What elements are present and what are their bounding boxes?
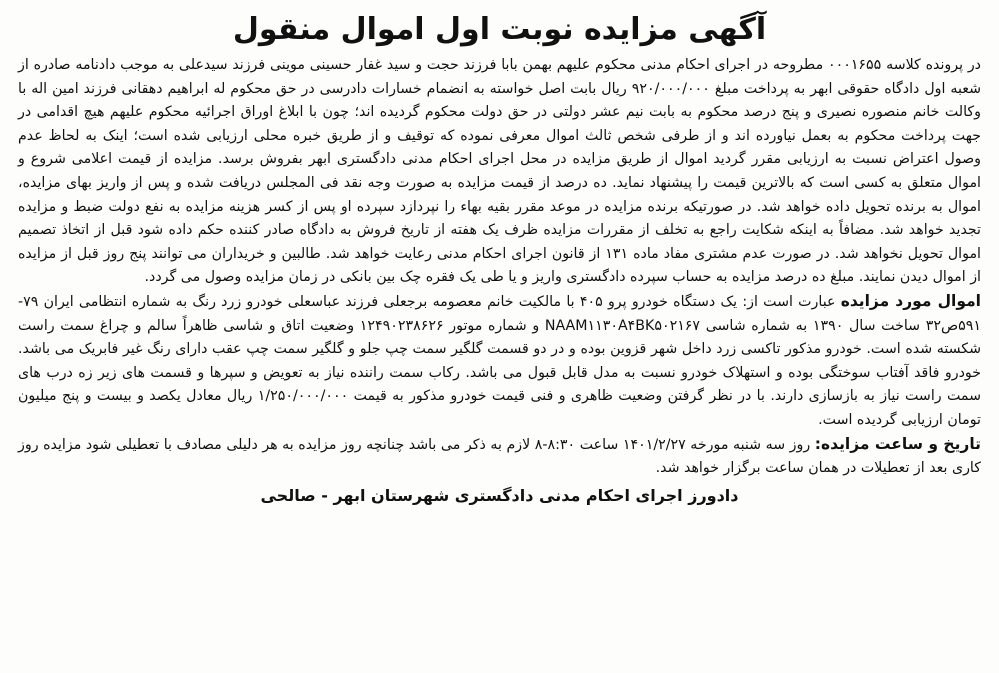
date-description: روز سه شنبه مورخه ۱۴۰۱/۲/۲۷ ساعت ۸:۳۰-۸ لازم به ذکر می باشد چنانچه روز مزایده به هر دلیلی مصادف با تعطیلی شود مزایده روز کاری بعد از تعطیلات در همان ساعت برگزار خواهد شد. [18, 436, 981, 477]
property-paragraph [18, 290, 981, 433]
notice-body [18, 54, 981, 481]
date-paragraph [18, 433, 981, 481]
date-heading: تاریخ و ساعت مزایده: [814, 434, 981, 453]
property-heading: اموال مورد مزایده [840, 291, 981, 310]
signature-line: دادورز اجرای احکام مدنی دادگستری شهرستان ابهر - صالحی [260, 485, 739, 505]
property-description: عبارت است از: یک دستگاه خودرو پرو ۴۰۵ با مالکیت خانم معصومه برجعلی فرزند عباسعلی خودرو زرد رنگ به شماره انتظامی ایران ۷۹- ۵۹۱ص۳۲ ساخت سال ۱۳۹۰ به شماره شاسی NAAM۱۱۳۰A۴BK۵۰۲۱۶۷ و شماره موتور ۱۲۴۹۰۲۳۸۶۲۶ وضعیت اتاق و شاسی ظاهراً سالم و چراغ سمت راست شکسته شده است. خودرو مذکور تاکسی زرد داخل شهر قزوین بوده و در دو قسمت گلگیر سمت چپ جلو و گلگیر سمت چپ عقب دارای رنگ غیر فابریک می باشد. خودرو فاقد آفتاب سوختگی بوده و استهلاک خودرو نسبت به مدل قابل قبول می باشد. رکاب سمت راننده نیاز به تعویض و سپرها و قسمت های زیر زه درب های سمت راست نیاز به بازسازی دارند. با در نظر گرفتن وضعیت ظاهری و فنی قیمت خودرو مذکور به قیمت ۱/۲۵۰/۰۰۰/۰۰۰ ریال معادل یکصد و بیست و پنج میلیون تومان ارزیابی گردیده است. [18, 293, 981, 428]
notice-title: آگهی مزایده نوبت اول اموال منقول [232, 12, 767, 47]
notice-intro-paragraph: در پرونده کلاسه ۰۰۰۱۶۵۵ مطروحه در اجرای احکام مدنی محکوم علیهم بهمن بابا فرزند حجت و سید غفار حسینی موینی فرزند سیدعلی به موجب دادنامه صادره از شعبه اول دادگاه حقوقی ابهر به پرداخت مبلغ ۹۲۰/۰۰۰/۰۰۰ ریال بابت اصل خواسته به انضمام خسارات دادرسی در حق محکوم له ابراهیم دهقانی فرزند امین اله با وکالت خانم منصوره نصیری و پنج درصد محکوم به بابت نیم عشر دولتی در حق دولت محکوم گردیده اند؛ چون با ابلاغ اوراق اجرائیه محکوم علیهم هیچ اقدامی در جهت پرداخت محکوم به بعمل نیاورده اند و از طرفی شخص ثالث اموال معرفی نموده که توقیف و از طریق خبره محلی ارزیابی شده است؛ اینک به لحاظ عدم وصول اعتراض نسبت به ارزیابی مقرر گردید اموال از طریق مزایده در محل اجرای احکام مدنی دادگستری ابهر بفروش برسد. مزایده از قیمت اعلامی شروع و اموال متعلق به کسی است که بالاترین قیمت را پیشنهاد نماید. ده درصد از قیمت مزایده به صورت وجه نقد فی المجلس دریافت شده و پس از واریز بهای مزایده، اموال به برنده تحویل داده خواهد شد. در صورتیکه برنده مزایده در موعد مقرر بقیه بهاء را نپردازد سپرده او پس از کسر هزینه مزایده به نفع دولت ضبط و مزایده تجدید خواهد شد. مضافاً به اینکه شکایت راجع به تخلف از مقررات مزایده ظرف یک هفته از تاریخ فروش به دادگاه صادر کننده حکم داده شود قبل از اتخاذ تصمیم اموال تحویل نخواهد شد. در صورت عدم مشتری مفاد ماده ۱۳۱ از قانون اجرای احکام مدنی رعایت خواهد شد. طالبین و خریداران می توانند پنج روز قبل از مزایده از اموال دیدن نمایند. مبلغ ده درصد مزایده به حساب سپرده دادگستری واریز و یا طی یک فقره چک بین بانکی در زمان مزایده وصول می گردد. [18, 57, 982, 286]
